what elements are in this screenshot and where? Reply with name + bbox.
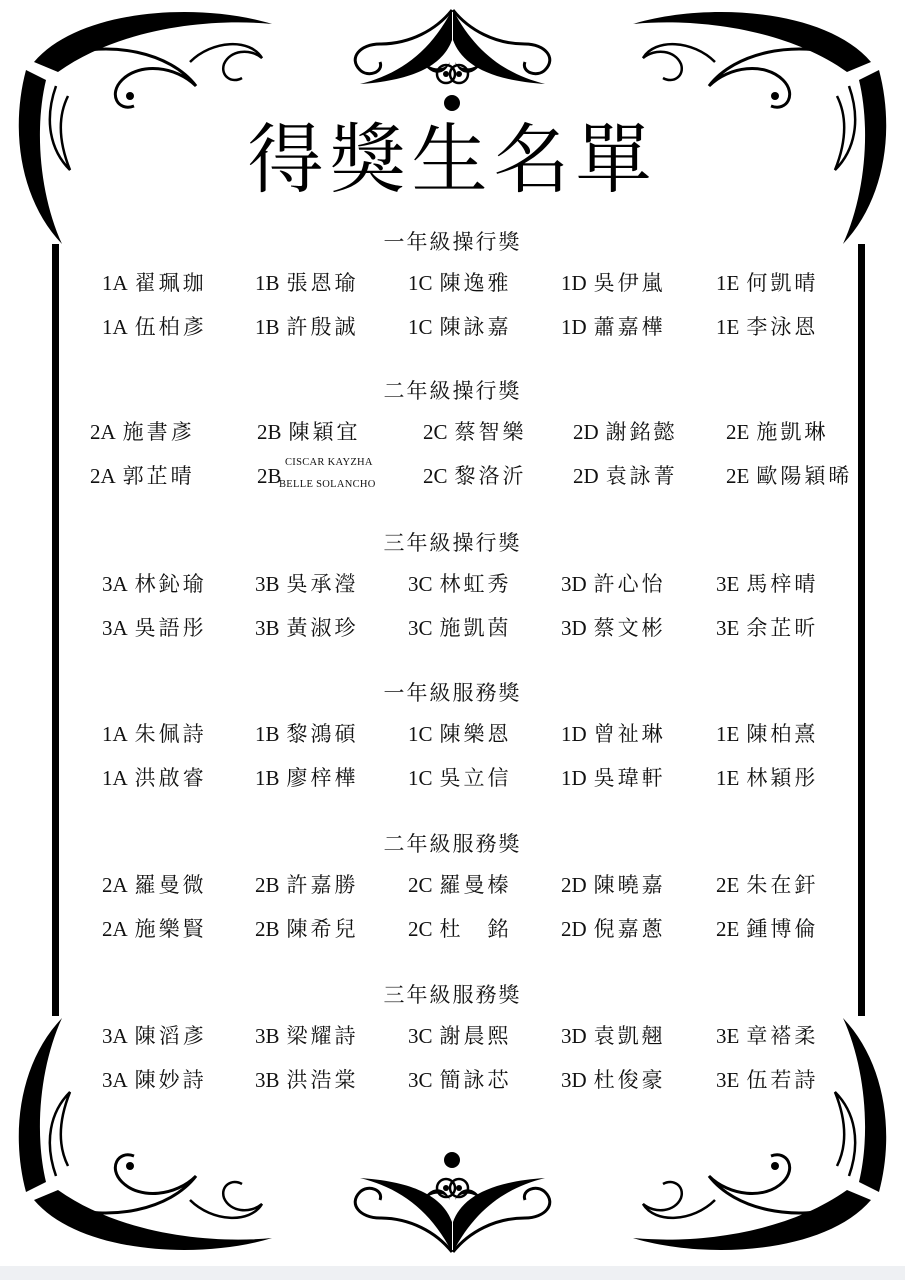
student-name: 吳語彤 [134,616,207,640]
class-code: 1A [102,315,128,339]
student-entry [102,916,207,942]
student-name: 洪啟睿 [134,766,207,790]
class-code: 3C [408,616,433,640]
student-entry [255,872,359,898]
student-name: 陳樂恩 [439,722,512,746]
student-name: 陳曉嘉 [593,873,666,897]
student-entry [90,463,195,489]
student-name: 陳希兒 [286,917,359,941]
student-entry [408,916,512,942]
student-name: 鍾博倫 [746,917,819,941]
student-name: 袁詠菁 [605,464,678,488]
student-entry [408,270,512,296]
student-entry [716,615,818,641]
student-name: 施書彥 [122,420,195,444]
student-name: 羅曼微 [134,873,207,897]
class-code: 2C [408,873,433,897]
student-name: 羅曼榛 [439,873,512,897]
student-entry [561,571,666,597]
class-code: 2D [561,873,587,897]
student-name: 吳承瀅 [286,572,359,596]
student-name: 吳立信 [439,766,512,790]
student-name: 陳詠嘉 [439,315,512,339]
class-code: 3E [716,1068,740,1092]
student-name: 林穎彤 [746,766,819,790]
student-entry [408,1023,512,1049]
class-code: 1B [255,315,280,339]
student-entry [255,314,359,340]
student-entry [255,721,359,747]
student-name: 伍若詩 [746,1068,819,1092]
class-code: 2D [573,420,599,444]
class-code: 1E [716,271,740,295]
student-name: 洪浩棠 [286,1068,359,1092]
class-code: 1A [102,722,128,746]
class-code: 2E [716,917,740,941]
section-title: 一年級操行獎 [383,230,522,254]
student-name: 黃淑珍 [286,616,359,640]
student-entry [102,1067,207,1093]
student-entry [573,463,678,489]
student-name: 蔡智樂 [454,420,527,444]
page-title: 得獎生名單 [247,115,658,204]
class-code: 2B [257,464,282,488]
student-name: 朱在釬 [746,873,819,897]
student-name: 施凱茵 [439,616,512,640]
student-entry [561,721,666,747]
class-code: 2B [257,420,282,444]
class-code: 2D [561,917,587,941]
class-code: 3E [716,572,740,596]
class-code: 2A [102,917,128,941]
student-name: 李泳恩 [746,315,819,339]
student-name: 伍柏彥 [134,315,207,339]
student-entry [102,721,207,747]
student-name: 郭芷晴 [122,464,195,488]
student-entry [408,615,512,641]
class-code: 2E [716,873,740,897]
class-code: 3B [255,616,280,640]
class-code: 3D [561,1024,587,1048]
student-entry [102,1023,207,1049]
page-bottom-strip [0,1266,905,1280]
class-code: 2C [423,420,448,444]
student-entry [716,314,818,340]
student-name: 杜 銘 [439,917,512,941]
student-entry [257,419,361,445]
student-entry [561,916,666,942]
class-code: 2C [423,464,448,488]
section-title: 一年級服務獎 [383,681,522,705]
class-code: 2E [726,464,750,488]
student-entry [255,615,359,641]
student-name: 杜俊豪 [593,1068,666,1092]
section-title: 三年級服務獎 [383,983,522,1007]
class-code: 1D [561,271,587,295]
student-name: 蕭嘉樺 [593,315,666,339]
student-name: 余芷昕 [746,616,819,640]
class-code: 3E [716,616,740,640]
class-code: 3D [561,572,587,596]
class-code: 2B [255,917,280,941]
student-entry [102,765,207,791]
student-entry [561,270,666,296]
student-name: 林虹秀 [439,572,512,596]
student-entry [716,872,818,898]
student-name: 黎鴻碩 [286,722,359,746]
student-name: 陳滔彥 [134,1024,207,1048]
student-name-english-line: BELLE SOLANCHO [279,479,376,490]
student-entry [726,419,828,445]
student-entry [90,419,195,445]
student-entry [408,872,512,898]
class-code: 3B [255,1024,280,1048]
student-entry [573,419,678,445]
class-code: 3C [408,572,433,596]
student-name: 謝晨熙 [439,1024,512,1048]
student-name: 陳柏熹 [746,722,819,746]
student-entry [716,765,818,791]
student-name: 許嘉勝 [286,873,359,897]
student-entry [716,916,818,942]
class-code: 3B [255,572,280,596]
student-entry [255,916,359,942]
section-title: 二年級操行獎 [383,379,522,403]
student-entry [726,463,852,489]
student-entry [255,1067,359,1093]
student-entry [102,270,207,296]
class-code: 2E [726,420,750,444]
class-code: 1B [255,271,280,295]
student-entry [408,721,512,747]
student-name: 陳妙詩 [134,1068,207,1092]
class-code: 3B [255,1068,280,1092]
student-entry [408,765,512,791]
class-code: 1D [561,766,587,790]
student-name: 陳逸雅 [439,271,512,295]
class-code: 3D [561,616,587,640]
class-code: 1E [716,766,740,790]
student-name: 梁耀詩 [286,1024,359,1048]
student-name: 簡詠芯 [439,1068,512,1092]
student-name: 張恩瑜 [286,271,359,295]
student-entry [561,1023,666,1049]
student-name: 曾祉琳 [593,722,666,746]
class-code: 2C [408,917,433,941]
class-code: 1D [561,722,587,746]
student-entry [255,1023,359,1049]
student-entry [255,270,359,296]
student-name: 倪嘉蔥 [593,917,666,941]
student-entry [408,1067,512,1093]
class-code: 1B [255,766,280,790]
student-name: 施凱琳 [756,420,829,444]
class-code: 3C [408,1068,433,1092]
student-entry [102,314,207,340]
student-name: 廖梓樺 [286,766,359,790]
class-code: 2D [573,464,599,488]
class-code: 1C [408,722,433,746]
student-name: 吳伊嵐 [593,271,666,295]
student-name: 吳瑋軒 [593,766,666,790]
class-code: 1A [102,766,128,790]
student-name: 章褡柔 [746,1024,819,1048]
student-entry [561,765,666,791]
student-entry [561,872,666,898]
student-name-english-line: CISCAR KAYZHA [285,457,373,468]
student-name: 朱佩詩 [134,722,207,746]
student-entry [423,463,527,489]
student-entry [255,571,359,597]
student-name: 歐陽穎晞 [756,464,853,488]
student-entry [423,419,527,445]
student-entry [561,314,666,340]
student-name: 許心怡 [593,572,666,596]
student-name: 陳穎宜 [288,420,361,444]
class-code: 1C [408,766,433,790]
class-code: 3A [102,572,128,596]
student-name: 施樂賢 [134,917,207,941]
student-entry [561,1067,666,1093]
student-entry [716,571,818,597]
class-code: 1A [102,271,128,295]
class-code: 2B [255,873,280,897]
student-entry [716,1023,818,1049]
student-entry [716,270,818,296]
class-code: 3D [561,1068,587,1092]
class-code: 3A [102,1068,128,1092]
student-name: 翟珮珈 [134,271,207,295]
student-entry [102,615,207,641]
student-name: 何凱晴 [746,271,819,295]
student-entry [408,314,512,340]
class-code: 1B [255,722,280,746]
student-entry [102,872,207,898]
class-code: 3A [102,1024,128,1048]
student-entry [255,765,359,791]
class-code: 3E [716,1024,740,1048]
section-title: 二年級服務獎 [383,832,522,856]
class-code: 1C [408,315,433,339]
student-entry [716,721,818,747]
student-name: 黎洛沂 [454,464,527,488]
class-code: 2A [102,873,128,897]
student-name: 謝銘懿 [605,420,678,444]
student-entry [102,571,207,597]
student-name: 袁凱翹 [593,1024,666,1048]
class-code: 1C [408,271,433,295]
class-code: 1E [716,722,740,746]
student-name: 馬梓晴 [746,572,819,596]
class-code: 2A [90,464,116,488]
student-name: 許殷誠 [286,315,359,339]
class-code: 1D [561,315,587,339]
student-entry [408,571,512,597]
student-name: 蔡文彬 [593,616,666,640]
class-code: 1E [716,315,740,339]
student-name: 林鈊瑜 [134,572,207,596]
student-entry [561,615,666,641]
class-code: 3A [102,616,128,640]
class-code: 3C [408,1024,433,1048]
section-title: 三年級操行獎 [383,531,522,555]
class-code: 2A [90,420,116,444]
student-entry [716,1067,818,1093]
